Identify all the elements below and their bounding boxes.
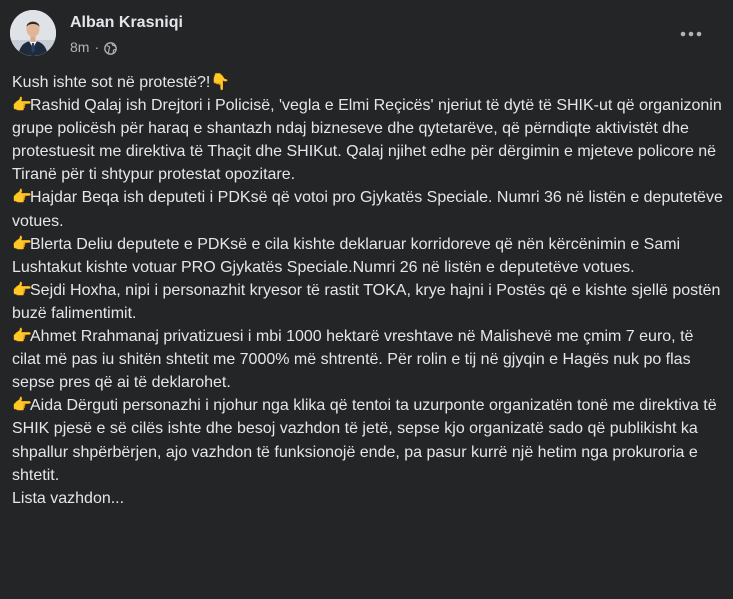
point-right-emoji-icon: 👉 <box>12 281 32 299</box>
list-item-text: Sejdi Hoxha, nipi i personazhit kryesor të rastit TOKA, krye hajni i Postës që e kishte sjellë postën buzë falimentimit. <box>12 281 725 322</box>
list-item <box>12 94 727 186</box>
more-options-icon <box>680 31 702 37</box>
author-name[interactable]: Alban Krasniqi <box>70 14 183 31</box>
separator-dot: · <box>94 39 100 55</box>
point-down-emoji-icon: 👇 <box>210 74 231 91</box>
intro-text: Kush ishte sot në protestë?! <box>12 74 211 91</box>
point-right-emoji-icon: 👉 <box>12 97 32 115</box>
list-item <box>12 325 724 394</box>
point-right-emoji-icon: 👉 <box>12 235 32 253</box>
post-outro: Lista vazhdon... <box>12 489 125 507</box>
post-submeta <box>70 38 183 56</box>
post-meta <box>70 13 183 56</box>
author-avatar[interactable] <box>10 10 56 56</box>
more-options-button[interactable] <box>673 20 709 48</box>
point-right-emoji-icon: 👉 <box>12 328 32 346</box>
list-item-text: Blerta Deliu deputete e PDKsë e cila kishte deklaruar korridoreve që nën kërcënimin e Sami Lushtakut kishte votuar PRO Gjykatës Speciale.Numri 26 në listën e deputetëve votues. <box>12 235 685 276</box>
post-intro <box>12 71 724 94</box>
point-right-emoji-icon: 👉 <box>12 397 32 415</box>
list-item <box>12 279 724 325</box>
post-body <box>12 71 728 510</box>
post-header <box>10 10 183 56</box>
post-timestamp[interactable]: 8m <box>70 39 90 55</box>
list-item <box>12 233 724 279</box>
list-item-text: Aida Dërguti personazhi i njohur nga klika që tentoi ta uzurponte organizatën tonë me direktiva të SHIK pjesë e së cilës ishte dhe besoj vazhdon të jetë, sepse kjo organizatë sado që publikisht ka shpallur shpërbërjen, ajo vazhdon të funksionojë ende, pa pasur kurrë një hetim nga prokuroria e shtetit. <box>12 397 722 484</box>
point-right-emoji-icon: 👉 <box>12 189 32 207</box>
list-item <box>12 186 728 232</box>
list-item-text: Hajdar Beqa ish deputeti i PDKsë që votoi pro Gjykatës Speciale. Numri 36 në listën e deputetëve votues. <box>12 189 728 230</box>
globe-icon[interactable] <box>104 41 117 54</box>
list-item <box>12 394 724 486</box>
list-item-text: Rashid Qalaj ish Drejtori i Policisë, 'vegla e Elmi Reçicës' njeriut të dytë të SHIK-ut që organizonin grupe policësh për haraq e shantazh ndaj bizneseve dhe qytetarëve, që përndiqte aktivistët dhe protestuesit me direktiva të Thaçit dhe SHIKut. Qalaj njihet edhe për dërgimin e mjeteve policore në Tiranë për ti shtypur protestat opozitare. <box>12 97 727 184</box>
list-item-text: Ahmet Rrahmanaj privatizuesi i mbi 1000 hektarë vreshtave në Malishevë me çmim 7 euro, të cilat më pas iu shitën shtetit me 7000% më shtrentë. Për rolin e tij në gjyqin e Hagës nuk po flas sepse pres që ai të deklarohet. <box>12 328 698 392</box>
